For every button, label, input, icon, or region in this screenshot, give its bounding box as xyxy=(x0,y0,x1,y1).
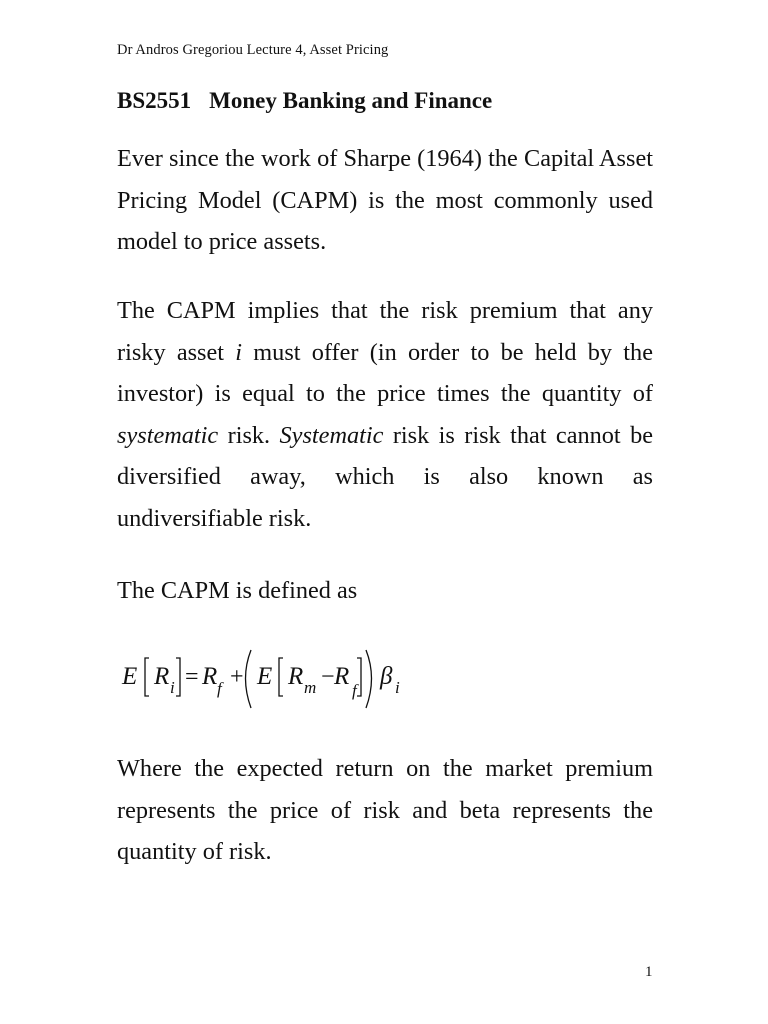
course-title xyxy=(117,88,492,114)
paragraph-risk-premium xyxy=(117,290,653,539)
emphasis-systematic: systematic xyxy=(117,421,219,449)
capm-formula xyxy=(118,644,418,716)
formula-E: E xyxy=(257,663,273,690)
formula-sub-f: f xyxy=(352,681,357,700)
formula-R: R xyxy=(334,663,350,690)
formula-right-paren xyxy=(366,650,372,708)
formula-beta-sub-i: i xyxy=(395,678,400,697)
formula-beta: β xyxy=(380,663,393,690)
formula-left-paren xyxy=(246,650,252,708)
formula-sub-f: f xyxy=(217,679,222,698)
formula-left-bracket xyxy=(279,658,283,696)
variable-i: i xyxy=(235,338,243,366)
formula-E: E xyxy=(122,663,138,690)
course-code: BS2551 xyxy=(117,88,192,113)
paragraph-text-segment: risk. xyxy=(218,421,280,449)
paragraph-price-of-risk: Where the expected return on the market premium represents the price of risk and beta represents the quantity of risk. xyxy=(117,755,653,865)
formula-R: R xyxy=(154,663,170,690)
formula-R: R xyxy=(202,663,218,690)
formula-equals: = xyxy=(185,664,199,690)
paragraph-text-segment: The CAPM implies that the risk premium that any risky asset xyxy=(117,297,653,366)
paragraph-text-segment: risk is risk that cannot be diversified away, which is also known as undiversifiable risk. xyxy=(117,421,654,532)
emphasis-systematic: Systematic xyxy=(279,421,384,449)
formula-right-bracket xyxy=(357,658,361,696)
formula-sub-i: i xyxy=(170,678,175,697)
paragraph-capm-defined: The CAPM is defined as xyxy=(117,577,358,604)
formula-plus: + xyxy=(230,664,244,690)
formula-right-bracket xyxy=(176,658,180,696)
paragraph-capm-intro: Ever since the work of Sharpe (1964) the Capital Asset Pricing Model (CAPM) is the most commonly used model to price assets. xyxy=(117,145,653,255)
formula-left-bracket xyxy=(145,658,149,696)
course-name: Money Banking and Finance xyxy=(209,88,493,113)
running-header: Dr Andros Gregoriou Lecture 4, Asset Pricing xyxy=(117,42,389,58)
formula-R: R xyxy=(288,663,304,690)
paragraph-text-segment: must offer (in order to be held by the investor) is equal to the price times the quantity of xyxy=(117,338,653,407)
page-number: 1 xyxy=(645,964,653,980)
formula-minus: − xyxy=(321,664,335,690)
formula-sub-m: m xyxy=(304,678,317,697)
